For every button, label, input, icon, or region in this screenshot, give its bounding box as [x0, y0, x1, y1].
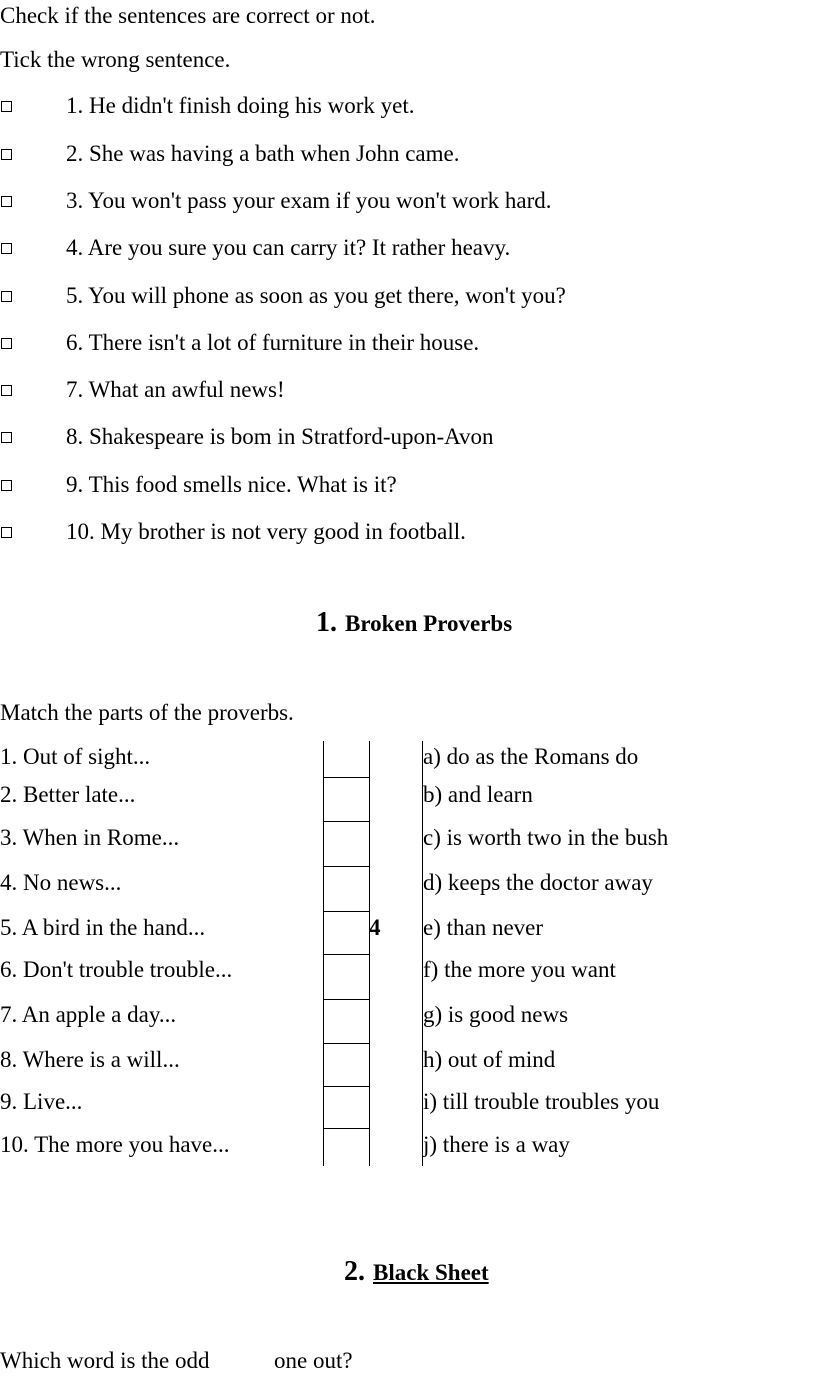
grid-row-divider: [324, 999, 369, 1000]
proverb-start-5: 5. A bird in the hand...: [0, 915, 206, 940]
proverb-start-2: 2. Better late...: [0, 782, 136, 807]
grid-row-divider: [324, 1043, 369, 1044]
proverb-end-e: e) than never: [423, 915, 544, 940]
grid-line-middle: [369, 741, 370, 1166]
checkbox-10[interactable]: [1, 527, 12, 538]
odd-one-out-question-part1: Which word is the odd: [0, 1348, 210, 1373]
grid-row-divider: [324, 1128, 369, 1129]
grid-row-divider: [324, 1086, 369, 1087]
checkbox-6[interactable]: [1, 338, 12, 349]
sentence-4: 4. Are you sure you can carry it? It rather heavy.: [66, 235, 511, 260]
sentence-9: 9. This food smells nice. What is it?: [66, 472, 397, 497]
proverb-end-j: j) there is a way: [423, 1132, 570, 1157]
sentence-1: 1. He didn't finish doing his work yet.: [66, 93, 415, 118]
heading-title: Broken Proverbs: [345, 611, 513, 636]
odd-one-out-question-part2: one out?: [274, 1348, 353, 1373]
proverb-start-6: 6. Don't trouble trouble...: [0, 957, 233, 982]
sentence-6: 6. There isn't a lot of furniture in their house.: [66, 330, 480, 355]
proverb-start-8: 8. Where is a will...: [0, 1047, 180, 1072]
proverb-start-7: 7. An apple a day...: [0, 1002, 177, 1027]
checkbox-3[interactable]: [1, 196, 12, 207]
proverb-end-b: b) and learn: [423, 782, 533, 807]
proverb-end-a: a) do as the Romans do: [423, 744, 639, 769]
proverb-start-10: 10. The more you have...: [0, 1132, 230, 1157]
sentence-5: 5. You will phone as soon as you get there, won't you?: [66, 283, 566, 308]
proverb-end-i: i) till trouble troubles you: [423, 1089, 660, 1114]
sentence-7: 7. What an awful news!: [66, 377, 285, 402]
heading-title: Black Sheet: [373, 1260, 489, 1285]
grid-row-divider: [324, 911, 369, 912]
heading-number: 2.: [344, 1256, 365, 1287]
black-sheet-heading: [344, 1256, 489, 1288]
checkbox-4[interactable]: [1, 243, 12, 254]
answer-mark: 4: [369, 915, 381, 940]
heading-number: 1.: [316, 607, 337, 638]
proverb-start-9: 9. Live...: [0, 1089, 83, 1114]
proverb-end-h: h) out of mind: [423, 1047, 556, 1072]
proverb-start-1: 1. Out of sight...: [0, 744, 151, 769]
instruction-tick: Tick the wrong sentence.: [0, 47, 231, 72]
proverb-end-g: g) is good news: [423, 1002, 569, 1027]
grid-row-divider: [324, 954, 369, 955]
sentence-10: 10. My brother is not very good in football.: [66, 519, 466, 544]
checkbox-1[interactable]: [1, 101, 12, 112]
match-instruction: Match the parts of the proverbs.: [0, 700, 294, 725]
sentence-3: 3. You won't pass your exam if you won't work hard.: [66, 188, 552, 213]
proverb-end-f: f) the more you want: [423, 957, 616, 982]
proverb-end-c: c) is worth two in the bush: [423, 825, 669, 850]
checkbox-5[interactable]: [1, 291, 12, 302]
sentence-8: 8. Shakespeare is bom in Stratford-upon-Avon: [66, 424, 494, 449]
sentence-2: 2. She was having a bath when John came.: [66, 141, 460, 166]
instruction-check: Check if the sentences are correct or not.: [0, 3, 376, 28]
checkbox-2[interactable]: [1, 149, 12, 160]
checkbox-8[interactable]: [1, 432, 12, 443]
broken-proverbs-heading: [316, 607, 512, 639]
grid-row-divider: [324, 866, 369, 867]
grid-row-divider: [324, 777, 369, 778]
proverb-start-3: 3. When in Rome...: [0, 825, 180, 850]
grid-row-divider: [324, 821, 369, 822]
proverb-end-d: d) keeps the doctor away: [423, 870, 653, 895]
checkbox-9[interactable]: [1, 480, 12, 491]
proverb-start-4: 4. No news...: [0, 870, 122, 895]
checkbox-7[interactable]: [1, 385, 12, 396]
